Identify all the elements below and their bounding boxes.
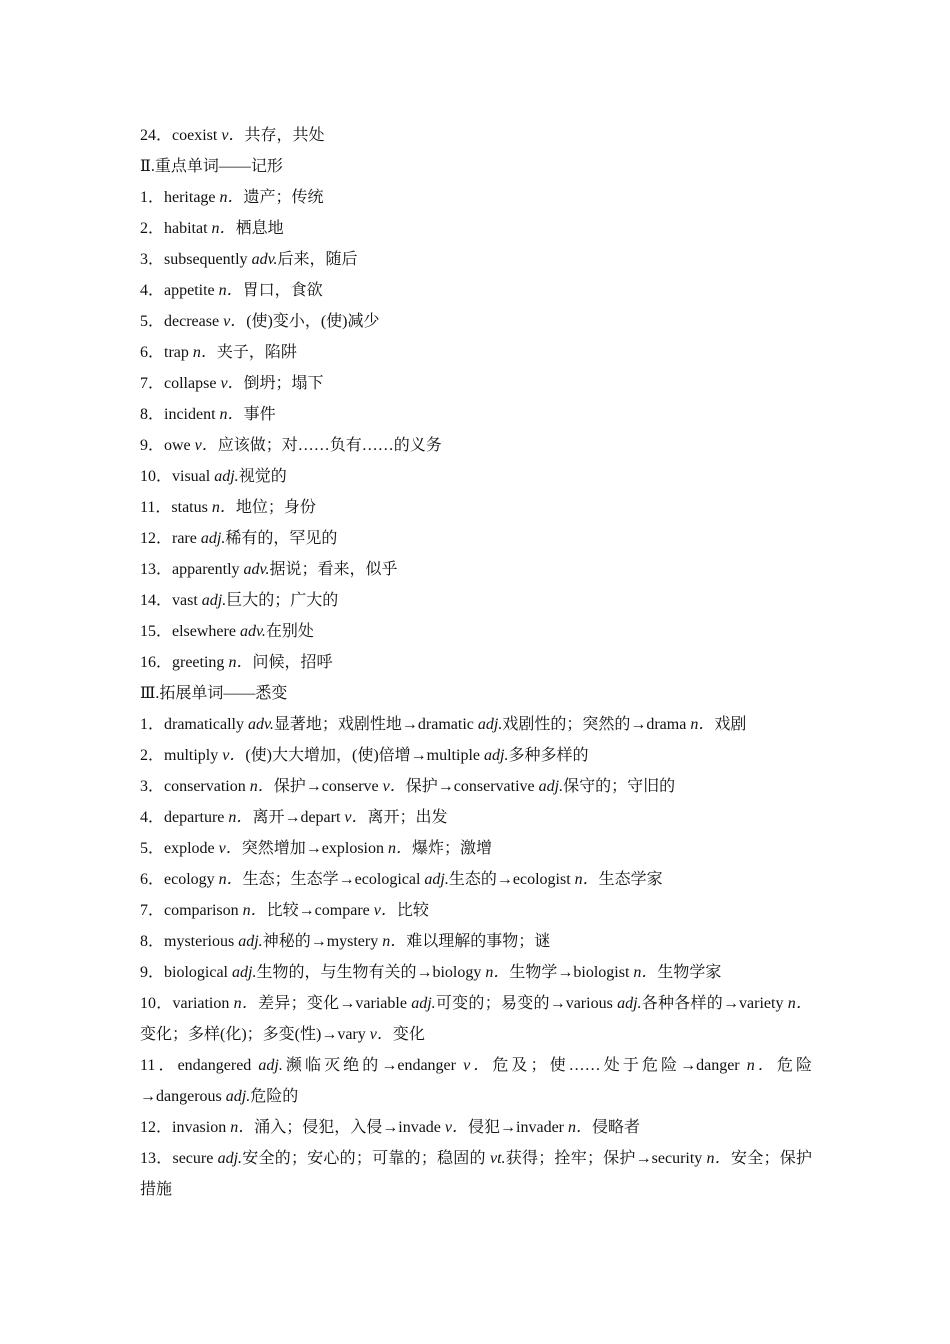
- vocab-item: 8．incident n．事件: [140, 406, 276, 423]
- vocab-item: 8．mysterious adj.神秘的→mystery n．难以理解的事物；谜: [140, 933, 551, 950]
- vocab-item: 3．subsequently adv.后来，随后: [140, 251, 358, 268]
- part-of-speech: adj.: [232, 964, 257, 981]
- part-of-speech: n．: [568, 1119, 593, 1136]
- document-page: [140, 120, 812, 1205]
- part-of-speech: v．: [221, 127, 245, 144]
- section-heading: Ⅲ.拓展单词——悉变: [140, 685, 288, 702]
- part-of-speech: adj.: [538, 778, 564, 795]
- vocab-item: 13．apparently adv.据说；看来，似乎: [140, 561, 398, 578]
- part-of-speech: n．: [633, 964, 658, 981]
- vocab-item: 4．appetite n．胃口，食欲: [140, 282, 323, 299]
- vocab-item: 6．trap n．夹子，陷阱: [140, 344, 297, 361]
- vocab-item: 11．status n．地位；身份: [140, 499, 316, 516]
- part-of-speech: n．: [388, 840, 413, 857]
- vocab-item: 9．biological adj.生物的，与生物有关的→biology n．生物学→biologist n．生物学家: [140, 964, 722, 981]
- part-of-speech: adj.: [411, 995, 436, 1012]
- part-of-speech: n．: [233, 995, 259, 1012]
- part-of-speech: n．: [228, 809, 253, 826]
- part-of-speech: n．: [690, 716, 715, 733]
- part-of-speech: n．: [485, 964, 510, 981]
- part-of-speech: n．: [219, 406, 244, 423]
- vocab-item: 2．multiply v．(使)大大增加，(使)倍增→multiple adj.多种多样的: [140, 747, 589, 764]
- vocab-item: 13．secure adj.安全的；安心的；可靠的；稳固的 vt.获得；拴牢；保护→security n．安全；保护措施: [140, 1150, 812, 1198]
- part-of-speech: n．: [787, 995, 812, 1012]
- vocab-item: 6．ecology n．生态；生态学→ecological adj.生态的→ecologist n．生态学家: [140, 871, 663, 888]
- part-of-speech: adj.: [424, 871, 449, 888]
- vocab-item: 14．vast adj.巨大的；广大的: [140, 592, 339, 609]
- vocab-item: 3．conservation n．保护→conserve v．保护→conservative adj.保守的；守旧的: [140, 778, 676, 795]
- vocab-item: 12．invasion n．涌入；侵犯，入侵→invade v．侵犯→invader n．侵略者: [140, 1119, 641, 1136]
- part-of-speech: adv.: [239, 623, 266, 640]
- part-of-speech: n．: [219, 189, 244, 206]
- part-of-speech: n．: [746, 1057, 777, 1074]
- vocab-item: 2．habitat n．栖息地: [140, 220, 284, 237]
- vocab-item: 16．greeting n．问候，招呼: [140, 654, 333, 671]
- vocab-item: 15．elsewhere adv.在别处: [140, 623, 314, 640]
- section-heading: Ⅱ.重点单词——记形: [140, 158, 283, 175]
- part-of-speech: n．: [211, 220, 236, 237]
- part-of-speech: n．: [218, 282, 243, 299]
- part-of-speech: v．: [194, 437, 218, 454]
- part-of-speech: v．: [373, 902, 397, 919]
- part-of-speech: n．: [211, 499, 236, 516]
- part-of-speech: v．: [382, 778, 406, 795]
- part-of-speech: v．: [344, 809, 368, 826]
- vocab-item: 7．collapse v．倒坍；塌下: [140, 375, 324, 392]
- part-of-speech: adj.: [200, 530, 226, 547]
- part-of-speech: n．: [218, 871, 243, 888]
- part-of-speech: adj.: [484, 747, 509, 764]
- part-of-speech: adj.: [201, 592, 227, 609]
- vocab-item: 5．decrease v．(使)变小，(使)减少: [140, 313, 380, 330]
- part-of-speech: adj.: [214, 468, 239, 485]
- vocab-item: 24．coexist v．共存，共处: [140, 127, 325, 144]
- part-of-speech: n．: [192, 344, 217, 361]
- part-of-speech: v．: [218, 840, 242, 857]
- part-of-speech: adv.: [243, 561, 270, 578]
- part-of-speech: n．: [382, 933, 407, 950]
- vocab-item: 11．endangered adj.濒临灭绝的→endanger v．危及；使……处于危险→danger n．危险→dangerous adj.危险的: [140, 1057, 812, 1105]
- part-of-speech: adv.: [247, 716, 274, 733]
- part-of-speech: n．: [706, 1150, 732, 1167]
- vocab-item: 9．owe v．应该做；对……负有……的义务: [140, 437, 442, 454]
- part-of-speech: n．: [574, 871, 599, 888]
- part-of-speech: adv.: [251, 251, 278, 268]
- part-of-speech: adj.: [238, 933, 263, 950]
- part-of-speech: v．: [223, 313, 247, 330]
- part-of-speech: v．: [444, 1119, 469, 1136]
- part-of-speech: n．: [230, 1119, 255, 1136]
- part-of-speech: vt.: [490, 1150, 506, 1167]
- vocab-item: 5．explode v．突然增加→explosion n．爆炸；激增: [140, 840, 493, 857]
- part-of-speech: adj.: [225, 1088, 251, 1105]
- vocab-item: 1．heritage n．遗产；传统: [140, 189, 324, 206]
- part-of-speech: v．: [369, 1026, 393, 1043]
- vocab-item: 4．departure n．离开→depart v．离开；出发: [140, 809, 448, 826]
- vocab-item: 1．dramatically adv.显著地；戏剧性地→dramatic adj.戏剧性的；突然的→drama n．戏剧: [140, 716, 747, 733]
- part-of-speech: v．: [222, 747, 246, 764]
- vocab-item: 10．visual adj.视觉的: [140, 468, 287, 485]
- vocab-item: 7．comparison n．比较→compare v．比较: [140, 902, 429, 919]
- part-of-speech: adj.: [217, 1150, 243, 1167]
- part-of-speech: adj.: [617, 995, 642, 1012]
- part-of-speech: v．: [220, 375, 244, 392]
- vocab-item: 10．variation n．差异；变化→variable adj.可变的；易变的→various adj.各种各样的→variety n．变化；多样(化)；多变(性)→vary v．变化: [140, 995, 812, 1043]
- part-of-speech: adj.: [258, 1057, 283, 1074]
- part-of-speech: adj.: [477, 716, 503, 733]
- vocab-item: 12．rare adj.稀有的，罕见的: [140, 530, 338, 547]
- part-of-speech: n．: [228, 654, 253, 671]
- part-of-speech: n．: [242, 902, 267, 919]
- part-of-speech: v．: [463, 1057, 493, 1074]
- part-of-speech: n．: [249, 778, 274, 795]
